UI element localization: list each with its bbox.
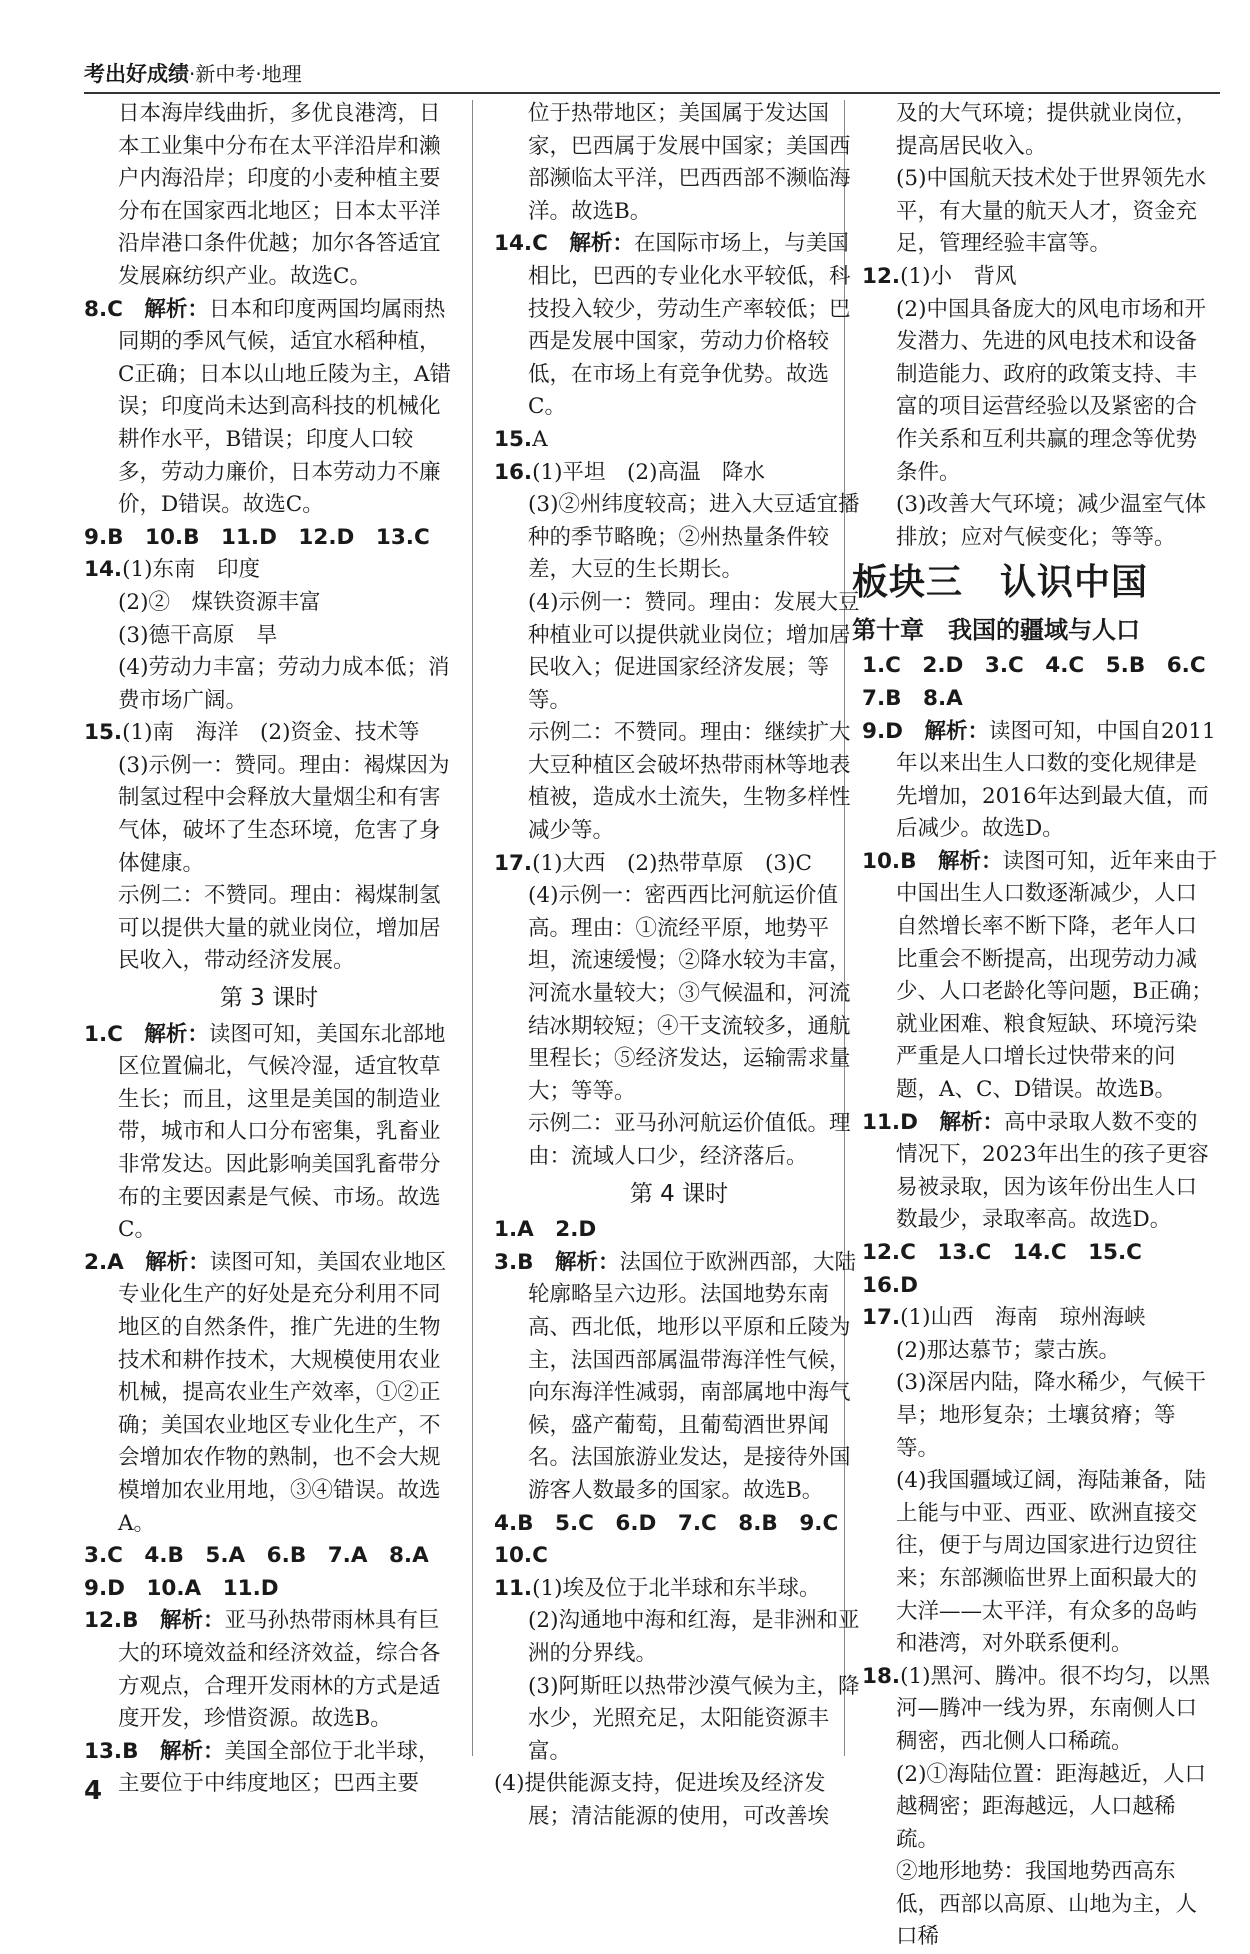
answer-text: (2)② 煤铁资源丰富 (118, 589, 321, 615)
answer-text: 3.C 4.B 5.A 6.B 7.A 8.A (84, 1543, 429, 1569)
answer-key: B 解析： (122, 1738, 225, 1764)
lesson-heading: 第 4 课时 (629, 1180, 729, 1207)
answer-item (494, 587, 864, 717)
answer-key: D 解析： (900, 1109, 1004, 1135)
answer-item (460, 1508, 864, 1541)
question-number: 1. (84, 1021, 108, 1047)
answer-item (862, 489, 1218, 554)
answer-key: B 解析： (122, 1608, 225, 1634)
question-number: 16. (494, 459, 533, 485)
question-number: 13. (84, 1738, 123, 1764)
answer-item (84, 98, 454, 294)
answer-item (460, 1540, 864, 1573)
answer-item (494, 457, 864, 490)
answer-key: A 解析： (107, 1249, 210, 1275)
answer-item (494, 848, 864, 881)
answer-text: (3)深居内陆，降水稀少，气候干旱；地形复杂；土壤贫瘠；等等。 (896, 1370, 1206, 1461)
answer-item (84, 620, 454, 653)
answer-text: (1)山西 海南 琼州海峡 (900, 1305, 1146, 1331)
answer-item (84, 1247, 454, 1540)
answer-key: C 解析： (107, 296, 209, 322)
answer-text: 读图可知，美国东北部地区位置偏北，气候冷湿，适宜牧草生长；而且，这里是美国的制造业带，城市和人口分布密集，乳畜业非常发达。因此影响美国乳畜带分布的主要因素是气候、市场。故选C。 (118, 1021, 446, 1243)
answer-item (828, 650, 1218, 683)
answer-text: (2)①海陆位置：距海越近，人口越稠密；距海越远，人口越稀疏。 (896, 1761, 1206, 1852)
answer-item (494, 717, 864, 847)
answer-item (494, 228, 864, 424)
answer-text: 示例二：不赞同。理由：继续扩大大豆种植区会破坏热带雨林等地表植被，造成水土流失，生物多样性减少等。 (528, 720, 851, 844)
question-number: 12. (862, 263, 901, 289)
section-title: 板块三 认识中国 (852, 562, 1149, 604)
answer-text: 12.C 13.C 14.C 15.C 16.D (862, 1240, 1164, 1298)
answer-text: 读图可知，近年来由于中国出生人口数逐渐减少，人口自然增长率不断下降，老年人口比重会不断提高，出现劳动力减少、人口老龄化等问题，B正确；就业困难、粮食短缺、环境污染严重是人口增长过快带来的问题，A、C、D错误。故选B。 (896, 848, 1218, 1103)
answer-item (494, 1768, 864, 1833)
answer-item (862, 1107, 1218, 1237)
answer-key: D 解析： (885, 718, 989, 744)
answer-text: (3)德干高原 旱 (118, 622, 278, 648)
answer-text: 亚马孙热带雨林具有巨大的环境效益和经济效益，综合各方观点，合理开发雨林的方式是适度开发，珍惜资源。故选B。 (118, 1608, 441, 1732)
answer-key: C 解析： (532, 231, 634, 257)
answer-text: 高中录取人数不变的情况下，2023年出生的孩子更容易被录取，因为该年份出生人口数最少，录取率高。故选D。 (896, 1109, 1209, 1233)
header-subtitle: ·新中考·地理 (189, 62, 302, 86)
answer-text: (2)沟通地中海和红海，是非洲和亚洲的分界线。 (528, 1608, 860, 1666)
answer-item (84, 652, 454, 717)
answer-item (494, 98, 864, 228)
answer-text: (4)提供能源支持，促进埃及经济发展；清洁能源的使用，可改善埃 (494, 1771, 830, 1829)
answer-text: (1)埃及位于北半球和东半球。 (532, 1575, 821, 1601)
answer-text: 日本海岸线曲折，多优良港湾，日本工业集中分布在太平洋沿岸和濑户内海沿岸；印度的小麦种植主要分布在国家西北地区；日本太平洋沿岸港口条件优越；加尔各答适宜发展麻纺织产业。故选C。 (118, 101, 441, 289)
answer-text: (4)我国疆域辽阔，海陆兼备，陆上能与中亚、西亚、欧洲直接交往，便于与周边国家进行边贸往来；东部濒临世界上面积最大的大洋——太平洋，有众多的岛屿和港湾，对外联系便利。 (896, 1468, 1206, 1657)
answer-key: B 解析： (517, 1249, 620, 1275)
header-rule (84, 92, 1220, 94)
answer-text: 10.C (494, 1543, 548, 1569)
answer-text: 位于热带地区；美国属于发达国家，巴西属于发展中国家；美国西部濒临太平洋，巴西西部不濒临海洋。故选B。 (528, 101, 851, 224)
answer-text: (1)东南 印度 (122, 557, 261, 583)
question-number: 17. (494, 850, 533, 876)
answer-text: 在国际市场上，与美国相比，巴西的专业化水平较低，科技投入较少，劳动生产率较低；巴西是发展中国家，劳动力价格较低，在市场上有竞争优势。故选C。 (528, 231, 851, 420)
answer-item (84, 587, 454, 620)
answer-item (84, 1605, 454, 1735)
answer-item (494, 880, 864, 1108)
chapter-title: 第十章 我国的疆域与人口 (852, 616, 1140, 645)
question-number: 12. (84, 1608, 123, 1634)
question-number: 11. (862, 1109, 901, 1135)
answer-item (84, 1019, 454, 1247)
answer-item (862, 1367, 1218, 1465)
answer-text: A (532, 426, 548, 452)
answer-text: (4)示例一：密西西比河航运价值高。理由：①流经平原，地势平坦，流速缓慢；②降水较为丰富，河流水量较大；③气候温和，河流结冰期较短；④干支流较多，通航里程长；⑤经济发达，运输需求量大；等等。 (528, 883, 851, 1104)
answer-item (862, 716, 1218, 846)
answer-text: 1.A 2.D (494, 1217, 597, 1243)
answer-item (828, 1237, 1218, 1302)
answer-item (862, 1759, 1218, 1857)
answer-item (862, 1335, 1218, 1368)
answer-text: (1)平坦 (2)高温 降水 (532, 459, 766, 485)
question-number: 18. (862, 1663, 901, 1689)
question-number: 11. (494, 1575, 533, 1601)
answer-text: 及的大气环境；提供就业岗位，提高居民收入。 (896, 101, 1198, 159)
question-number: 15. (84, 720, 123, 746)
answer-item (494, 424, 864, 457)
answer-text: 读图可知，美国农业地区专业化生产的好处是充分利用不同地区的自然条件，推广先进的生物技术和耕作技术，大规模使用农业机械，提高农业生产效率，①②正确；美国农业地区专业化生产，不会增加农作物的熟制，也不会大规模增加农业用地，③④错误。故选A。 (118, 1249, 447, 1536)
answer-text: (3)②州纬度较高；进入大豆适宜播种的季节略晚；②州热量条件较差，大豆的生长期长。 (528, 492, 860, 583)
answer-text: 1.C 2.D 3.C 4.C 5.B 6.C (862, 653, 1206, 679)
answer-item (50, 1573, 454, 1606)
answer-text: 示例二：不赞同。理由：褐煤制氢可以提供大量的就业岗位，增加居民收入，带动经济发展。 (118, 883, 441, 974)
answer-key: B 解析： (900, 848, 1003, 874)
answer-text: (5)中国航天技术处于世界领先水平，有大量的航天人才，资金充足，管理经验丰富等。 (896, 166, 1206, 257)
answer-item (84, 554, 454, 587)
question-number: 15. (494, 426, 533, 452)
answer-text: 9.B 10.B 11.D 12.D 13.C (84, 524, 430, 550)
lesson-heading: 第 3 课时 (219, 985, 319, 1012)
answer-text: (3)改善大气环境；减少温室气体排放；应对气候变化；等等。 (896, 492, 1206, 550)
answer-item (494, 1247, 864, 1508)
answer-text: (2)那达慕节；蒙古族。 (896, 1337, 1120, 1363)
header-brand: 考出好成绩 (84, 62, 189, 86)
answer-text: (2)中国具备庞大的风电市场和开发潜力、先进的风电技术和设备制造能力、政府的政策支持、丰富的项目运营经验以及紧密的合作关系和互利共赢的理念等优势条件。 (896, 296, 1206, 485)
answer-item (862, 846, 1218, 1107)
answer-text: 法国位于欧洲西部，大陆轮廓略呈六边形。法国地势东南高、西北低，地形以平原和丘陵为主，法国西部属温带海洋性气候，向东海洋性减弱，南部属地中海气候，盛产葡萄，且葡萄酒世界闻名。法国旅游业发达，是接待外国游客人数最多的国家。故选B。 (528, 1249, 857, 1503)
answer-key: C 解析： (107, 1021, 209, 1047)
answer-item (862, 1856, 1218, 1954)
answer-text: 7.B 8.A (862, 685, 963, 711)
answer-item (862, 1302, 1218, 1335)
answer-text: 4.B 5.C 6.D 7.C 8.B 9.C (494, 1510, 839, 1536)
answer-text: 示例二：亚马孙河航运价值低。理由：流域人口少，经济落后。 (528, 1111, 851, 1169)
question-number: 3. (494, 1249, 518, 1275)
question-number: 9. (862, 718, 886, 744)
answer-item (862, 294, 1218, 490)
answer-column-middle (494, 98, 864, 1833)
answer-item (50, 522, 454, 555)
question-number: 8. (84, 296, 108, 322)
answer-text: 读图可知，中国自2011年以来出生人口数的变化规律是先增加，2016年达到最大值，而后减少。故选D。 (896, 718, 1216, 842)
answer-item (84, 294, 454, 522)
answer-item (862, 1661, 1218, 1759)
answer-text: (3)阿斯旺以热带沙漠气候为主，降水少，光照充足，太阳能资源丰富。 (528, 1673, 860, 1764)
answer-item (862, 98, 1218, 163)
answer-item (828, 683, 1218, 716)
question-number: 14. (494, 231, 533, 257)
answer-item (862, 1465, 1218, 1661)
page-header (84, 58, 302, 88)
answer-item (494, 1108, 864, 1173)
answer-item (84, 717, 454, 750)
answer-item (862, 163, 1218, 261)
answer-text: ②地形地势：我国地势西高东低，西部以高原、山地为主，人口稀 (896, 1859, 1198, 1950)
answer-text: (3)示例一：赞同。理由：褐煤因为制氢过程中会释放大量烟尘和有害气体，破坏了生态环境，危害了身体健康。 (118, 752, 450, 876)
answer-item (84, 880, 454, 978)
answer-text: 美国全部位于北半球，主要位于中纬度地区；巴西主要 (118, 1738, 440, 1797)
answer-item (494, 489, 864, 587)
answer-text: (4)示例一：赞同。理由：发展大豆种植业可以提供就业岗位；增加居民收入；促进国家经济发展；等等。 (528, 589, 860, 713)
answer-text: 9.D 10.A 11.D (84, 1575, 279, 1601)
answer-item (494, 1605, 864, 1670)
question-number: 2. (84, 1249, 108, 1275)
answer-text: (4)劳动力丰富；劳动力成本低；消费市场广阔。 (118, 655, 450, 713)
answer-text: (1)大西 (2)热带草原 (3)C (532, 850, 812, 876)
answer-column-left (84, 98, 454, 1801)
page-number: 4 (84, 1776, 103, 1806)
answer-column-right (852, 98, 1218, 1954)
answer-item (494, 1671, 864, 1769)
answer-text: (1)南 海洋 (2)资金、技术等 (122, 720, 420, 746)
question-number: 10. (862, 848, 901, 874)
question-number: 14. (84, 557, 123, 583)
answer-item (50, 1540, 454, 1573)
answer-item (84, 750, 454, 880)
question-number: 17. (862, 1305, 901, 1331)
answer-item (84, 1736, 454, 1801)
answer-item (494, 1573, 864, 1606)
answer-text: 日本和印度两国均属雨热同期的季风气候，适宜水稻种植，C正确；日本以山地丘陵为主，A错误；印度尚未达到高科技的机械化耕作水平，B错误；印度人口较多，劳动力廉价，日本劳动力不廉价，D错误。故选C。 (118, 296, 451, 518)
answer-text: (1)小 背风 (900, 263, 1017, 289)
answer-text: (1)黑河、腾冲。很不均匀，以黑河—腾冲一线为界，东南侧人口稠密，西北侧人口稀疏。 (896, 1663, 1211, 1754)
answer-item (862, 261, 1218, 294)
answer-item (460, 1214, 864, 1247)
